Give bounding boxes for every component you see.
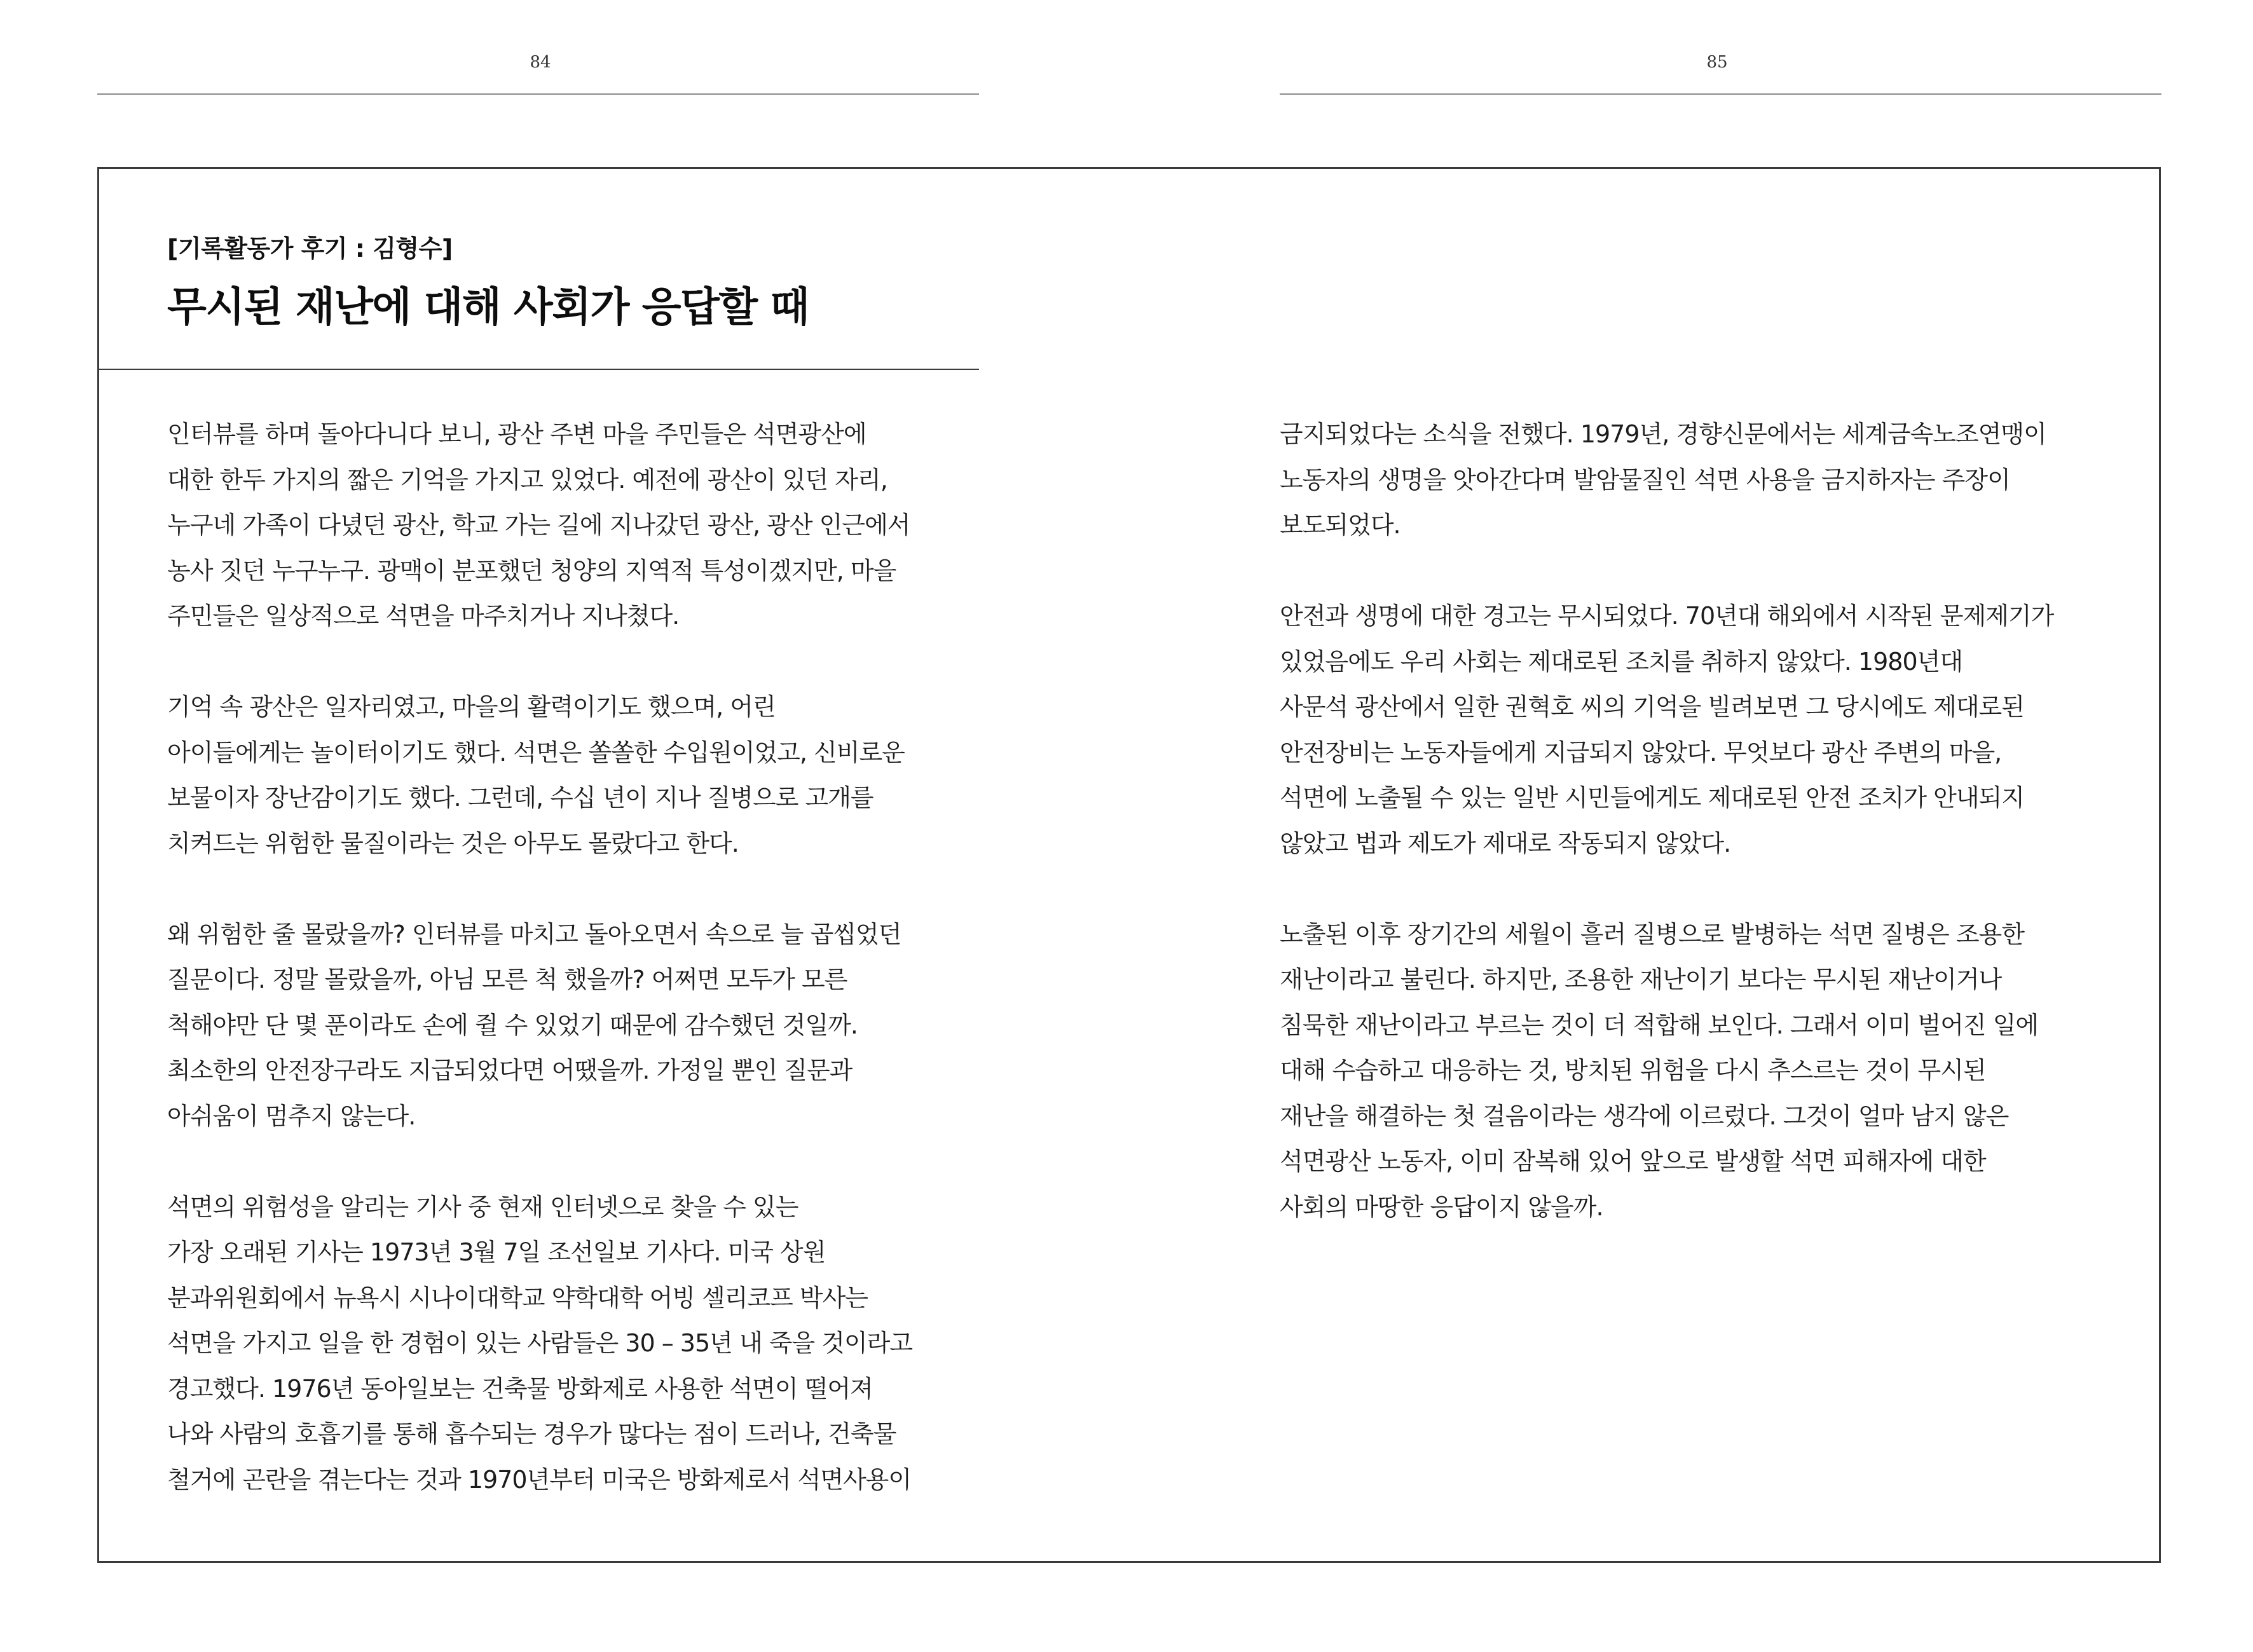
page-number-left: 84 [530,53,551,72]
text-line: 석면의 위험성을 알리는 기사 중 현재 인터넷으로 찾을 수 있는 [167,1192,798,1221]
text-line: 석면에 노출될 수 있는 일반 시민들에게도 제대로된 안전 조치가 안내되지 [1280,784,2024,812]
paragraph [167,1185,987,1503]
body-column-right [1280,412,2144,1276]
text-line: 경고했다. 1976년 동아일보는 건축물 방화제로 사용한 석면이 떨어져 [167,1374,873,1403]
text-line: 척해야만 단 몇 푼이라도 손에 쥘 수 있었기 때문에 감수했던 것일까. [167,1011,858,1039]
page-number-right: 85 [1706,53,1728,72]
text-line: 대해 수습하고 대응하는 것, 방치된 위험을 다시 추스르는 것이 무시된 [1280,1056,1986,1084]
text-line: 석면광산 노동자, 이미 잠복해 있어 앞으로 발생할 석면 피해자에 대한 [1280,1147,1986,1175]
header-divider-left [97,93,979,95]
text-line: 아쉬움이 멈추지 않는다. [167,1102,416,1130]
text-line: 금지되었다는 소식을 전했다. 1979년, 경향신문에서는 세계금속노조연맹이 [1280,420,2046,448]
text-line: 침묵한 재난이라고 부르는 것이 더 적합해 보인다. 그래서 이미 벌어진 일에 [1280,1011,2039,1039]
text-line: 있었음에도 우리 사회는 제대로된 조치를 취하지 않았다. 1980년대 [1280,647,1963,676]
text-line: 안전장비는 노동자들에게 지급되지 않았다. 무엇보다 광산 주변의 마을, [1280,738,2002,767]
text-line: 안전과 생명에 대한 경고는 무시되었다. 70년대 해외에서 시작된 문제제기가 [1280,602,2054,630]
paragraph [1280,594,2144,866]
text-line: 재난이라고 불린다. 하지만, 조용한 재난이기 보다는 무시된 재난이거나 [1280,966,2002,993]
text-line: 나와 사람의 호흡기를 통해 흡수되는 경우가 많다는 점이 드러나, 건축물 [167,1420,896,1448]
header-divider-right [1280,93,2161,95]
text-line: 누구네 가족이 다녔던 광산, 학교 가는 길에 지나갔던 광산, 광산 인근에서 [167,511,910,539]
paragraph [167,912,987,1140]
title-divider [97,369,979,370]
text-line: 왜 위험한 줄 몰랐을까? 인터뷰를 마치고 돌아오면서 속으로 늘 곱씹었던 [167,920,901,948]
text-line: 인터뷰를 하며 돌아다니다 보니, 광산 주변 마을 주민들은 석면광산에 [167,420,866,448]
article-kicker: [기록활동가 후기 : 김형수] [167,235,453,263]
text-line: 질문이다. 정말 몰랐을까, 아님 모른 척 했을까? 어쩌면 모두가 모른 [167,966,847,993]
text-line: 석면을 가지고 일을 한 경험이 있는 사람들은 30 – 35년 내 죽을 것이라고 [167,1329,913,1357]
paragraph [1280,412,2144,549]
text-line: 철거에 곤란을 겪는다는 것과 1970년부터 미국은 방화제로서 석면사용이 [167,1465,912,1494]
article-title: 무시된 재난에 대해 사회가 응답할 때 [167,284,809,331]
text-line: 보도되었다. [1280,511,1400,539]
text-line: 사회의 마땅한 응답이지 않을까. [1280,1192,1603,1221]
text-line: 기억 속 광산은 일자리였고, 마을의 활력이기도 했으며, 어린 [167,693,776,721]
paragraph [167,412,987,639]
paragraph [1280,912,2144,1231]
text-line: 가장 오래된 기사는 1973년 3월 7일 조선일보 기사다. 미국 상원 [167,1238,826,1266]
text-line: 보물이자 장난감이기도 했다. 그런데, 수십 년이 지나 질병으로 고개를 [167,784,873,812]
paragraph [167,685,987,866]
text-line: 농사 짓던 누구누구. 광맥이 분포했던 청양의 지역적 특성이겠지만, 마을 [167,556,896,585]
text-line: 재난을 해결하는 첫 걸음이라는 생각에 이르렀다. 그것이 얼마 남지 않은 [1280,1102,2009,1130]
text-line: 최소한의 안전장구라도 지급되었다면 어땠을까. 가정일 뿐인 질문과 [167,1056,853,1084]
text-line: 분과위원회에서 뉴욕시 시나이대학교 약학대학 어빙 셀리코프 박사는 [167,1283,868,1312]
text-line: 노동자의 생명을 앗아간다며 발암물질인 석면 사용을 금지하자는 주장이 [1280,465,2010,494]
body-column-left [167,412,987,1548]
text-line: 노출된 이후 장기간의 세월이 흘러 질병으로 발병하는 석면 질병은 조용한 [1280,920,2024,948]
text-line: 치켜드는 위험한 물질이라는 것은 아무도 몰랐다고 한다. [167,829,739,857]
text-line: 대한 한두 가지의 짧은 기억을 가지고 있었다. 예전에 광산이 있던 자리, [167,465,887,494]
text-line: 주민들은 일상적으로 석면을 마주치거나 지나쳤다. [167,602,680,630]
text-line: 사문석 광산에서 일한 권혁호 씨의 기억을 빌려보면 그 당시에도 제대로된 [1280,693,2024,721]
text-line: 아이들에게는 놀이터이기도 했다. 석면은 쏠쏠한 수입원이었고, 신비로운 [167,738,905,767]
text-line: 않았고 법과 제도가 제대로 작동되지 않았다. [1280,829,1731,857]
